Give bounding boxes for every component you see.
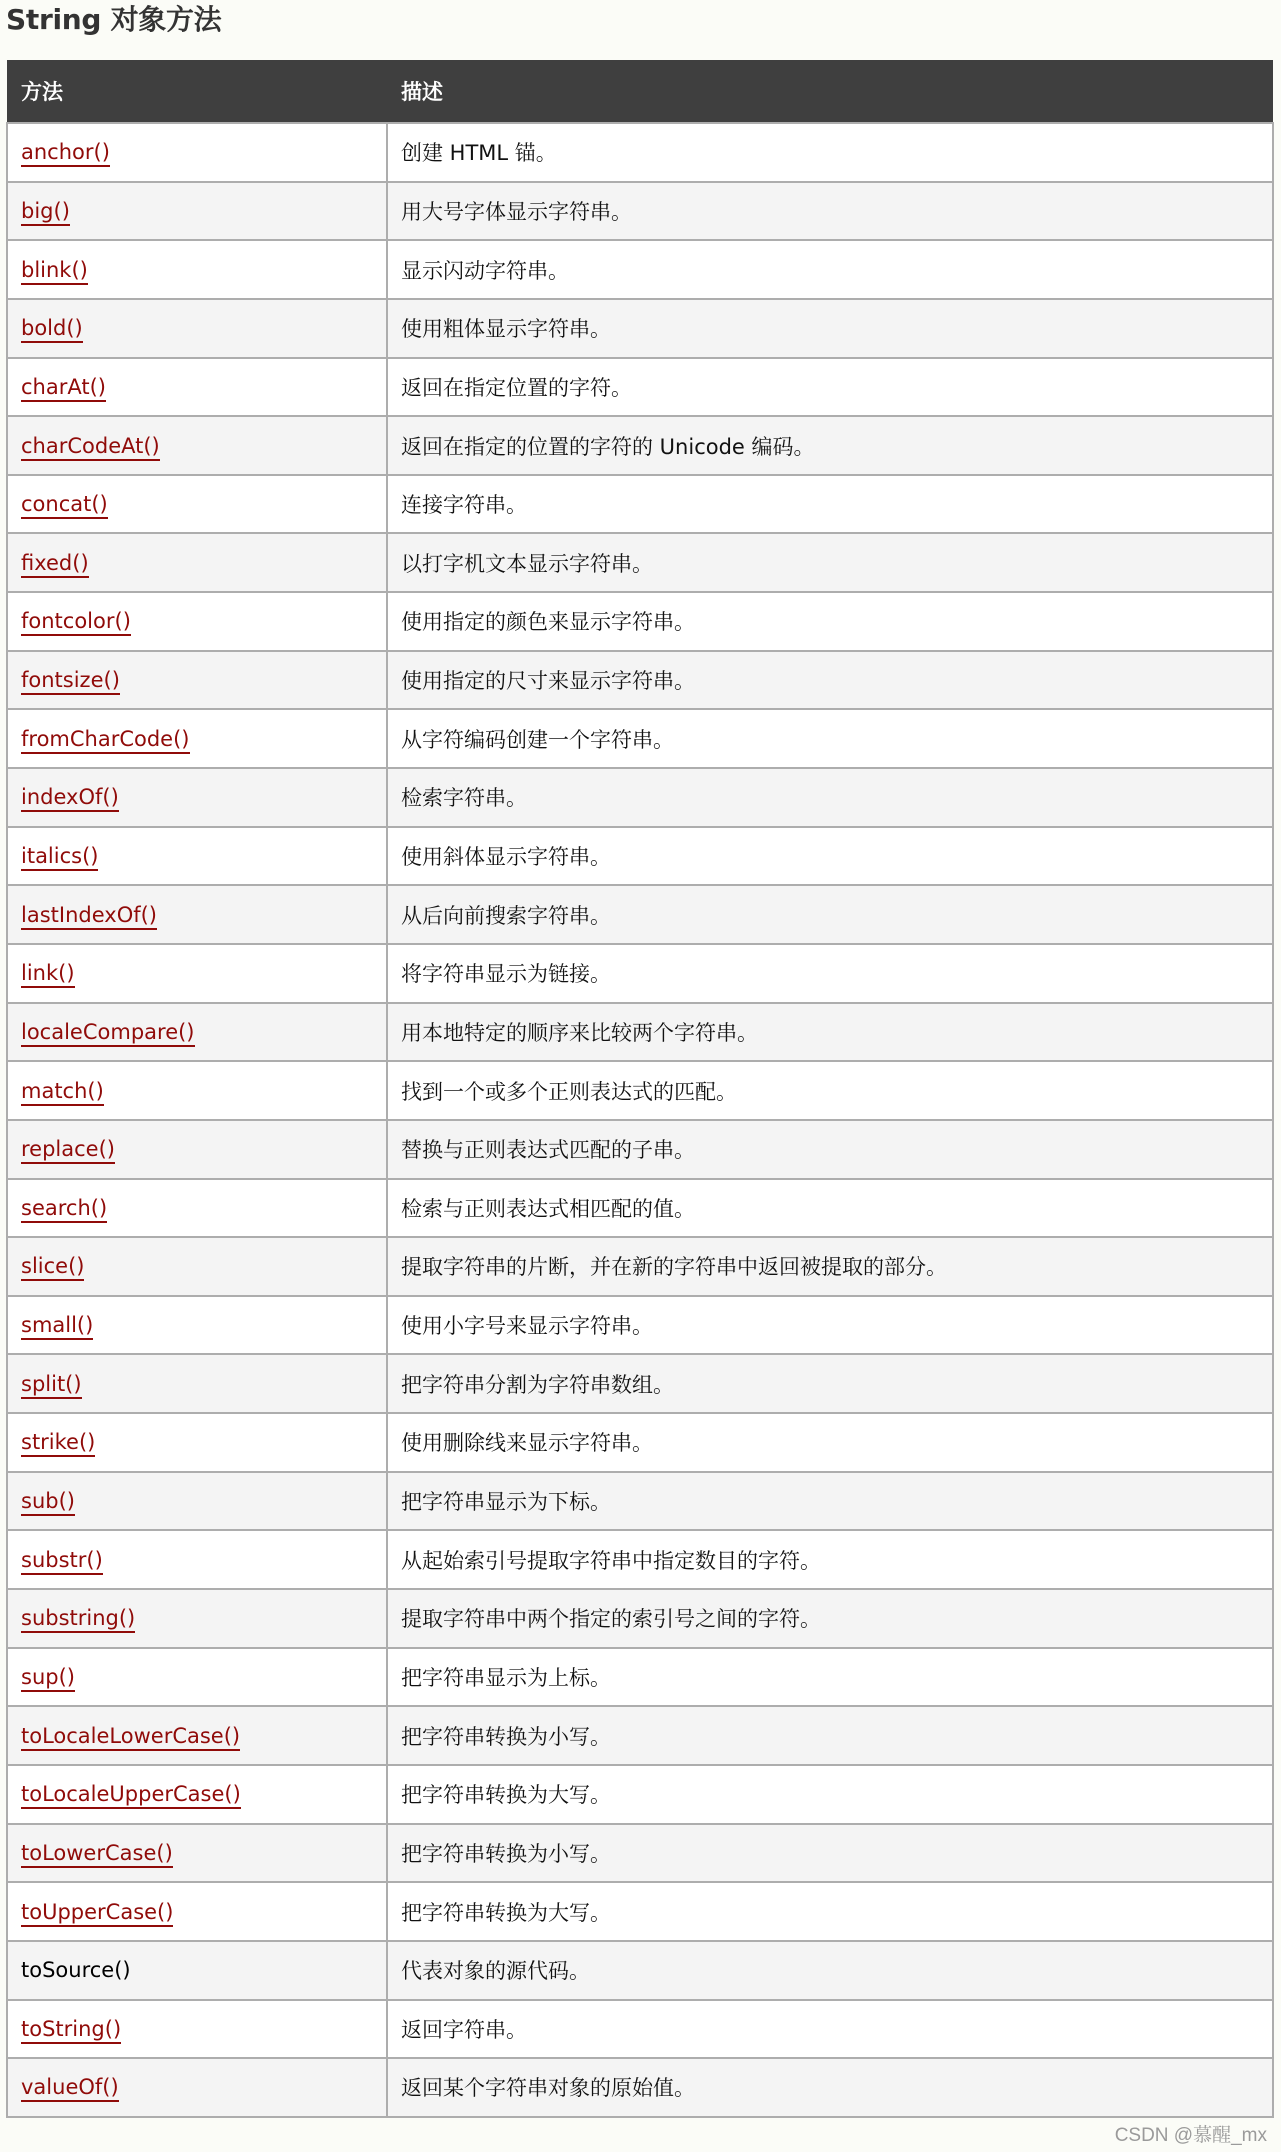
method-link[interactable]: anchor() xyxy=(21,140,110,167)
column-header-description: 描述 xyxy=(387,60,1273,123)
method-cell xyxy=(7,1882,387,1941)
method-cell xyxy=(7,2058,387,2117)
description-cell: 从后向前搜索字符串。 xyxy=(387,885,1273,944)
method-cell xyxy=(7,1530,387,1589)
description-cell: 把字符串显示为下标。 xyxy=(387,1472,1273,1531)
method-cell xyxy=(7,1413,387,1472)
description-cell: 把字符串转换为小写。 xyxy=(387,1706,1273,1765)
description-cell: 返回在指定位置的字符。 xyxy=(387,358,1273,417)
method-cell xyxy=(7,1296,387,1355)
method-link[interactable]: charCodeAt() xyxy=(21,434,160,461)
method-link[interactable]: lastIndexOf() xyxy=(21,903,157,930)
description-cell: 把字符串转换为大写。 xyxy=(387,1882,1273,1941)
table-row xyxy=(7,1413,1273,1472)
table-row xyxy=(7,592,1273,651)
description-cell: 把字符串转换为大写。 xyxy=(387,1765,1273,1824)
description-cell: 返回某个字符串对象的原始值。 xyxy=(387,2058,1273,2117)
table-row xyxy=(7,240,1273,299)
method-link[interactable]: toLocaleUpperCase() xyxy=(21,1782,241,1809)
method-cell xyxy=(7,651,387,710)
description-cell: 使用斜体显示字符串。 xyxy=(387,827,1273,886)
method-link[interactable]: slice() xyxy=(21,1254,84,1281)
method-cell xyxy=(7,768,387,827)
method-cell xyxy=(7,1237,387,1296)
method-link[interactable]: toLocaleLowerCase() xyxy=(21,1724,240,1751)
table-row xyxy=(7,827,1273,886)
description-cell: 找到一个或多个正则表达式的匹配。 xyxy=(387,1061,1273,1120)
description-cell: 返回字符串。 xyxy=(387,2000,1273,2059)
method-link[interactable]: sup() xyxy=(21,1665,75,1692)
description-cell: 把字符串分割为字符串数组。 xyxy=(387,1354,1273,1413)
method-link[interactable]: substr() xyxy=(21,1548,103,1575)
description-cell: 检索字符串。 xyxy=(387,768,1273,827)
table-row xyxy=(7,1237,1273,1296)
method-link[interactable]: substring() xyxy=(21,1606,135,1633)
method-cell xyxy=(7,1120,387,1179)
page-title: String 对象方法 xyxy=(6,3,222,36)
table-row xyxy=(7,358,1273,417)
method-link[interactable]: fontcolor() xyxy=(21,609,131,636)
method-link[interactable]: charAt() xyxy=(21,375,106,402)
method-cell xyxy=(7,240,387,299)
description-cell: 把字符串转换为小写。 xyxy=(387,1824,1273,1883)
description-cell: 检索与正则表达式相匹配的值。 xyxy=(387,1179,1273,1238)
method-cell xyxy=(7,533,387,592)
method-cell xyxy=(7,1472,387,1531)
method-link[interactable]: search() xyxy=(21,1196,107,1223)
description-cell: 代表对象的源代码。 xyxy=(387,1941,1273,2000)
method-cell xyxy=(7,709,387,768)
description-cell: 用本地特定的顺序来比较两个字符串。 xyxy=(387,1003,1273,1062)
method-cell xyxy=(7,1706,387,1765)
table-row xyxy=(7,1648,1273,1707)
watermark: CSDN @慕醒_mx xyxy=(1114,2125,1267,2146)
table-row xyxy=(7,1589,1273,1648)
method-link[interactable]: localeCompare() xyxy=(21,1020,195,1047)
table-row xyxy=(7,885,1273,944)
table-row xyxy=(7,2000,1273,2059)
method-link[interactable]: concat() xyxy=(21,492,108,519)
method-cell xyxy=(7,1179,387,1238)
description-cell: 将字符串显示为链接。 xyxy=(387,944,1273,1003)
method-link[interactable]: toString() xyxy=(21,2017,121,2044)
table-header-row xyxy=(7,60,1273,123)
table-row xyxy=(7,944,1273,1003)
method-link[interactable]: big() xyxy=(21,199,70,226)
description-cell: 使用粗体显示字符串。 xyxy=(387,299,1273,358)
table-row xyxy=(7,1061,1273,1120)
method-link[interactable]: replace() xyxy=(21,1137,115,1164)
table-row xyxy=(7,651,1273,710)
method-cell xyxy=(7,416,387,475)
table-row xyxy=(7,2058,1273,2117)
method-cell xyxy=(7,2000,387,2059)
method-link[interactable]: split() xyxy=(21,1372,82,1399)
table-row xyxy=(7,1179,1273,1238)
method-cell xyxy=(7,885,387,944)
description-cell: 使用小字号来显示字符串。 xyxy=(387,1296,1273,1355)
method-cell xyxy=(7,1648,387,1707)
description-cell: 创建 HTML 锚。 xyxy=(387,123,1273,182)
method-link[interactable]: strike() xyxy=(21,1430,95,1457)
method-link[interactable]: fontsize() xyxy=(21,668,120,695)
method-link[interactable]: match() xyxy=(21,1079,104,1106)
description-cell: 替换与正则表达式匹配的子串。 xyxy=(387,1120,1273,1179)
table-row xyxy=(7,1765,1273,1824)
description-cell: 使用删除线来显示字符串。 xyxy=(387,1413,1273,1472)
method-link[interactable]: italics() xyxy=(21,844,98,871)
table-header xyxy=(7,60,1273,123)
table-row xyxy=(7,768,1273,827)
description-cell: 使用指定的颜色来显示字符串。 xyxy=(387,592,1273,651)
method-link[interactable]: sub() xyxy=(21,1489,75,1516)
table-row xyxy=(7,1354,1273,1413)
method-link[interactable]: toUpperCase() xyxy=(21,1900,173,1927)
method-cell xyxy=(7,592,387,651)
description-cell: 提取字符串的片断，并在新的字符串中返回被提取的部分。 xyxy=(387,1237,1273,1296)
table-body xyxy=(7,123,1273,2117)
method-link[interactable]: fromCharCode() xyxy=(21,727,190,754)
table-row xyxy=(7,299,1273,358)
method-link[interactable]: small() xyxy=(21,1313,93,1340)
table-row xyxy=(7,1824,1273,1883)
description-cell: 使用指定的尺寸来显示字符串。 xyxy=(387,651,1273,710)
method-cell xyxy=(7,182,387,241)
method-name: toSource() xyxy=(21,1958,131,1983)
table-row xyxy=(7,1472,1273,1531)
method-link[interactable]: valueOf() xyxy=(21,2075,119,2102)
table-row xyxy=(7,1296,1273,1355)
method-cell xyxy=(7,1003,387,1062)
table-row xyxy=(7,1530,1273,1589)
description-cell: 显示闪动字符串。 xyxy=(387,240,1273,299)
table-row xyxy=(7,1706,1273,1765)
method-link[interactable]: indexOf() xyxy=(21,785,119,812)
method-link[interactable]: bold() xyxy=(21,316,83,343)
method-link[interactable]: fixed() xyxy=(21,551,89,578)
method-cell xyxy=(7,827,387,886)
method-cell xyxy=(7,299,387,358)
table-row xyxy=(7,533,1273,592)
method-cell xyxy=(7,1824,387,1883)
method-link[interactable]: link() xyxy=(21,961,75,988)
description-cell: 用大号字体显示字符串。 xyxy=(387,182,1273,241)
table-row xyxy=(7,1941,1273,2000)
method-cell xyxy=(7,944,387,1003)
column-header-method: 方法 xyxy=(7,60,387,123)
method-cell xyxy=(7,1061,387,1120)
table-row xyxy=(7,709,1273,768)
table-row xyxy=(7,416,1273,475)
method-link[interactable]: toLowerCase() xyxy=(21,1841,173,1868)
method-cell xyxy=(7,1354,387,1413)
table-row xyxy=(7,1120,1273,1179)
table-row xyxy=(7,1882,1273,1941)
table-row xyxy=(7,475,1273,534)
description-cell: 返回在指定的位置的字符的 Unicode 编码。 xyxy=(387,416,1273,475)
description-cell: 以打字机文本显示字符串。 xyxy=(387,533,1273,592)
description-cell: 连接字符串。 xyxy=(387,475,1273,534)
method-cell xyxy=(7,475,387,534)
table-row xyxy=(7,182,1273,241)
table-row xyxy=(7,1003,1273,1062)
method-cell xyxy=(7,123,387,182)
method-cell xyxy=(7,358,387,417)
description-cell: 把字符串显示为上标。 xyxy=(387,1648,1273,1707)
description-cell: 从字符编码创建一个字符串。 xyxy=(387,709,1273,768)
description-cell: 提取字符串中两个指定的索引号之间的字符。 xyxy=(387,1589,1273,1648)
method-link[interactable]: blink() xyxy=(21,258,88,285)
description-cell: 从起始索引号提取字符串中指定数目的字符。 xyxy=(387,1530,1273,1589)
method-cell xyxy=(7,1589,387,1648)
method-cell xyxy=(7,1941,387,2000)
string-methods-table-container xyxy=(6,60,1272,2118)
method-cell xyxy=(7,1765,387,1824)
table-row xyxy=(7,123,1273,182)
string-methods-table xyxy=(6,60,1274,2118)
